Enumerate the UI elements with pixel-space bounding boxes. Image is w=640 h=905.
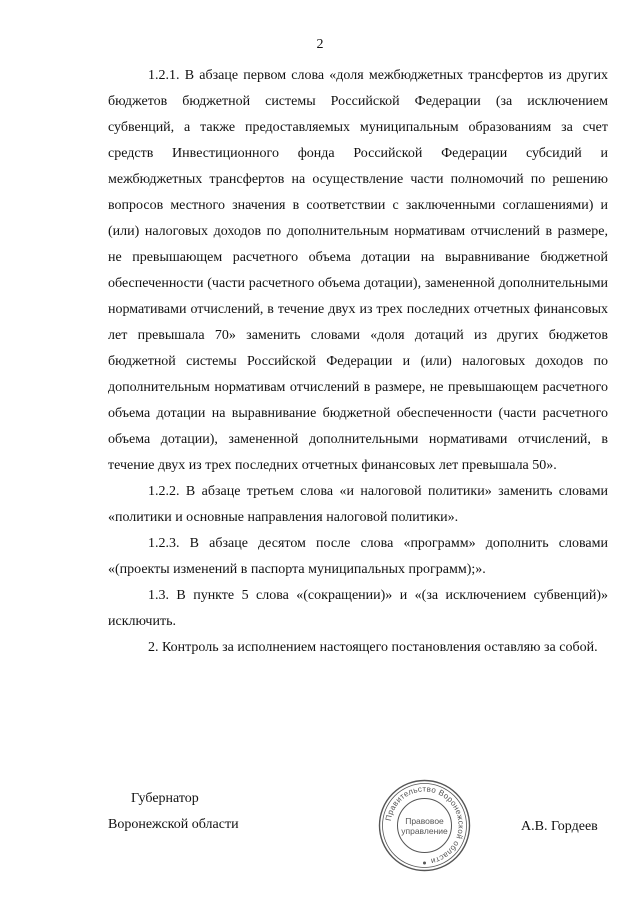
paragraph-1-3: 1.3. В пункте 5 слова «(сокращении)» и «(за исключением субвенций)» исключить. <box>108 588 608 629</box>
page-number: 2 <box>316 37 324 52</box>
stamp-center-line-2: управление <box>401 826 448 836</box>
stamp-dot <box>423 862 426 865</box>
paragraph-2: 2. Контроль за исполнением настоящего постановления оставляю за собой. <box>148 640 598 655</box>
paragraph-1-2-3: 1.2.3. В абзаце десятом после слова «программ» дополнить словами «(проекты изменений в паспорта муниципальных программ);». <box>108 536 608 577</box>
signatory-name: А.В. Гордеев <box>521 819 598 834</box>
signatory-title: Губернатор <box>131 791 199 806</box>
stamp-seal-graphic <box>377 778 472 873</box>
stamp-ring-text: Правительство Воронежской области <box>383 784 466 866</box>
official-stamp <box>377 778 472 873</box>
signatory-region: Воронежской области <box>108 817 239 832</box>
stamp-center-line-1: Правовое <box>405 816 444 826</box>
paragraph-1-2-1: 1.2.1. В абзаце первом слова «доля межбюджетных трансфертов из других бюджетов бюджетной системы Российской Федерации (за исключением субвенций, а также предоставляемых муниципальным образованиям за счет средств Инвестиционного фонда Российской Федерации субсидий и межбюджетных трансфертов на осуществление части полномочий по решению вопросов местного значения в соответствии с заключенными соглашениями) и (или) налоговых доходов по дополнительным нормативам отчислений в размере, не превышающем расчетного объема дотации на выравнивание бюджетной обеспеченности (части расчетного объема дотации), замененной дополнительными нормативами отчислений, в течение двух из трех последних отчетных финансовых лет превышала 70» заменить словами «доля дотаций из других бюджетов бюджетной системы Российской Федерации и (или) налоговых доходов по дополнительным нормативам отчислений в размере, не превышающем расчетного объема дотации на выравнивание бюджетной обеспеченности (части расчетного объема дотации), замененной дополнительными нормативами отчислений, в течение двух из трех последних отчетных финансовых лет превышала 50». <box>108 68 608 473</box>
paragraph-1-2-2: 1.2.2. В абзаце третьем слова «и налоговой политики» заменить словами «политики и основные направления налоговой политики». <box>108 484 608 525</box>
document-body <box>108 63 608 661</box>
